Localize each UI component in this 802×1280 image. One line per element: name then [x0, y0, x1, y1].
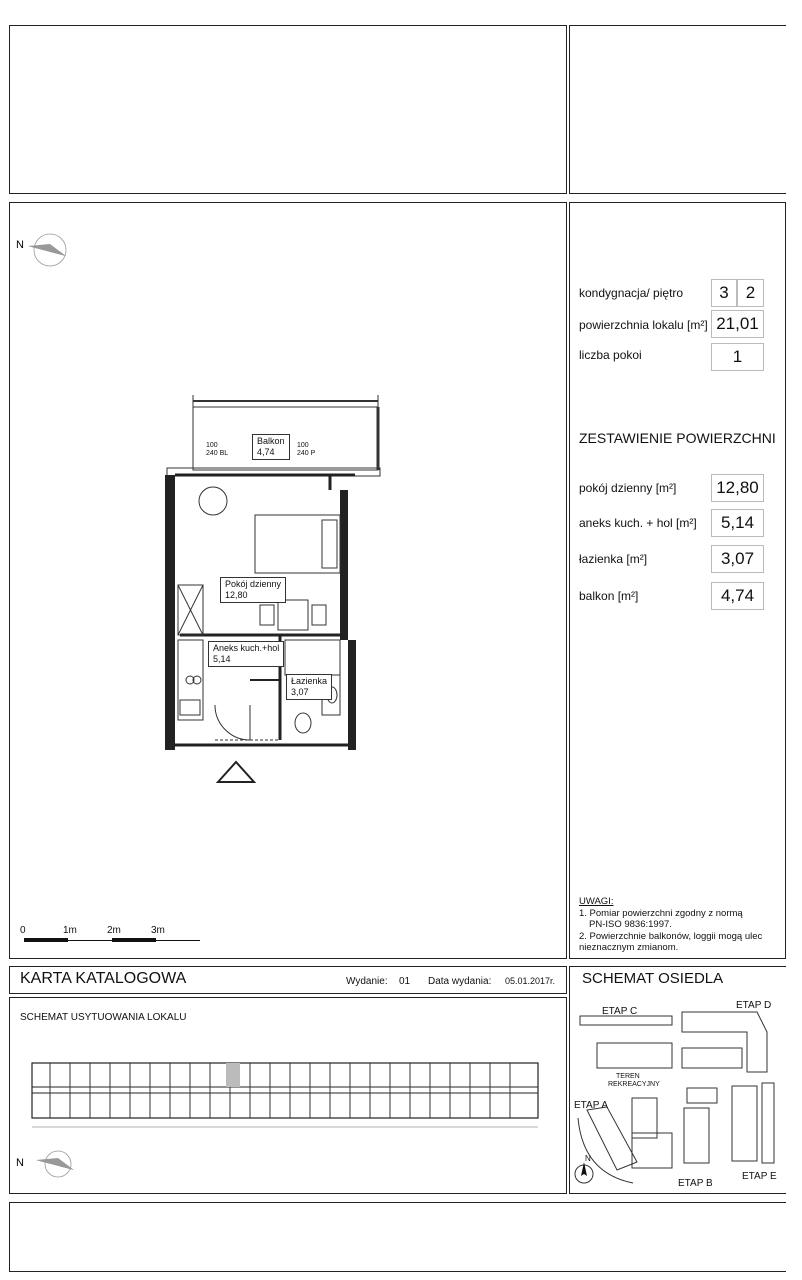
estate-map: [572, 998, 782, 1190]
svg-text:REKREACYJNY: REKREACYJNY: [608, 1081, 660, 1088]
svg-text:N: N: [16, 1157, 24, 1169]
header-logo-box: [569, 25, 786, 194]
edition-label: Wydanie:: [346, 976, 388, 987]
summary-row-label: aneks kuch. + hol [m²]: [579, 516, 697, 530]
svg-text:ETAP D: ETAP D: [736, 1000, 772, 1011]
estate-schema-title: SCHEMAT OSIEDLA: [582, 970, 724, 987]
north-arrow-small-icon: [14, 1148, 78, 1182]
summary-row-value: 12,80: [711, 474, 764, 502]
aneks-label: Aneks kuch.+hol 5,14: [208, 641, 284, 667]
svg-text:ETAP C: ETAP C: [602, 1006, 638, 1017]
svg-text:N: N: [16, 239, 24, 251]
scale-bar: 0 1m 2m 3m: [20, 925, 205, 945]
summary-title: ZESTAWIENIE POWIERZCHNI: [579, 430, 776, 446]
date-label: Data wydania:: [428, 976, 492, 987]
summary-row-value: 3,07: [711, 545, 764, 573]
building-plan-strip: [30, 1055, 542, 1135]
date-value: 05.01.2017r.: [505, 976, 556, 986]
card-title: KARTA KATALOGOWA: [20, 970, 187, 987]
svg-text:N: N: [585, 1154, 591, 1163]
rooms-value: 1: [711, 343, 764, 371]
summary-row-label: balkon [m²]: [579, 589, 639, 603]
floor-label: kondygnacja/ piętro: [579, 286, 684, 300]
header-box: [9, 25, 567, 194]
svg-text:ETAP E: ETAP E: [742, 1171, 777, 1182]
svg-text:ETAP A: ETAP A: [574, 1100, 609, 1111]
balkon-label: Balkon 4,74: [252, 434, 290, 460]
summary-row-value: 5,14: [711, 509, 764, 537]
lazienka-label: Łazienka 3,07: [286, 674, 332, 700]
window-left-note: 100 240 BL: [206, 442, 229, 457]
location-schema-title: SCHEMAT USYTUOWANIA LOKALU: [20, 1012, 187, 1023]
summary-row-label: łazienka [m²]: [579, 552, 648, 566]
floor-level-value: 3: [711, 279, 737, 307]
summary-row-label: pokój dzienny [m²]: [579, 481, 677, 495]
window-right-note: 100 240 P: [297, 442, 316, 457]
area-label: powierzchnia lokalu [m²]: [579, 318, 708, 332]
north-arrow-icon: [14, 228, 74, 272]
summary-row-value: 4,74: [711, 582, 764, 610]
floor-number-value: 2: [737, 279, 764, 307]
area-value: 21,01: [711, 310, 764, 338]
svg-text:TEREN: TEREN: [616, 1073, 640, 1080]
svg-text:ETAP B: ETAP B: [678, 1178, 713, 1189]
notes: UWAGI: 1. Pomiar powierzchni zgodny z normą PN-ISO 9836:1997. 2. Powierzchnie balkonów, loggii mogą ulec nieznacznym zmianom.: [579, 896, 763, 953]
rooms-label: liczba pokoi: [579, 348, 642, 362]
pokoj-label: Pokój dzienny 12,80: [220, 577, 286, 603]
edition-value: 01: [399, 976, 411, 987]
bottom-box: [9, 1202, 786, 1272]
